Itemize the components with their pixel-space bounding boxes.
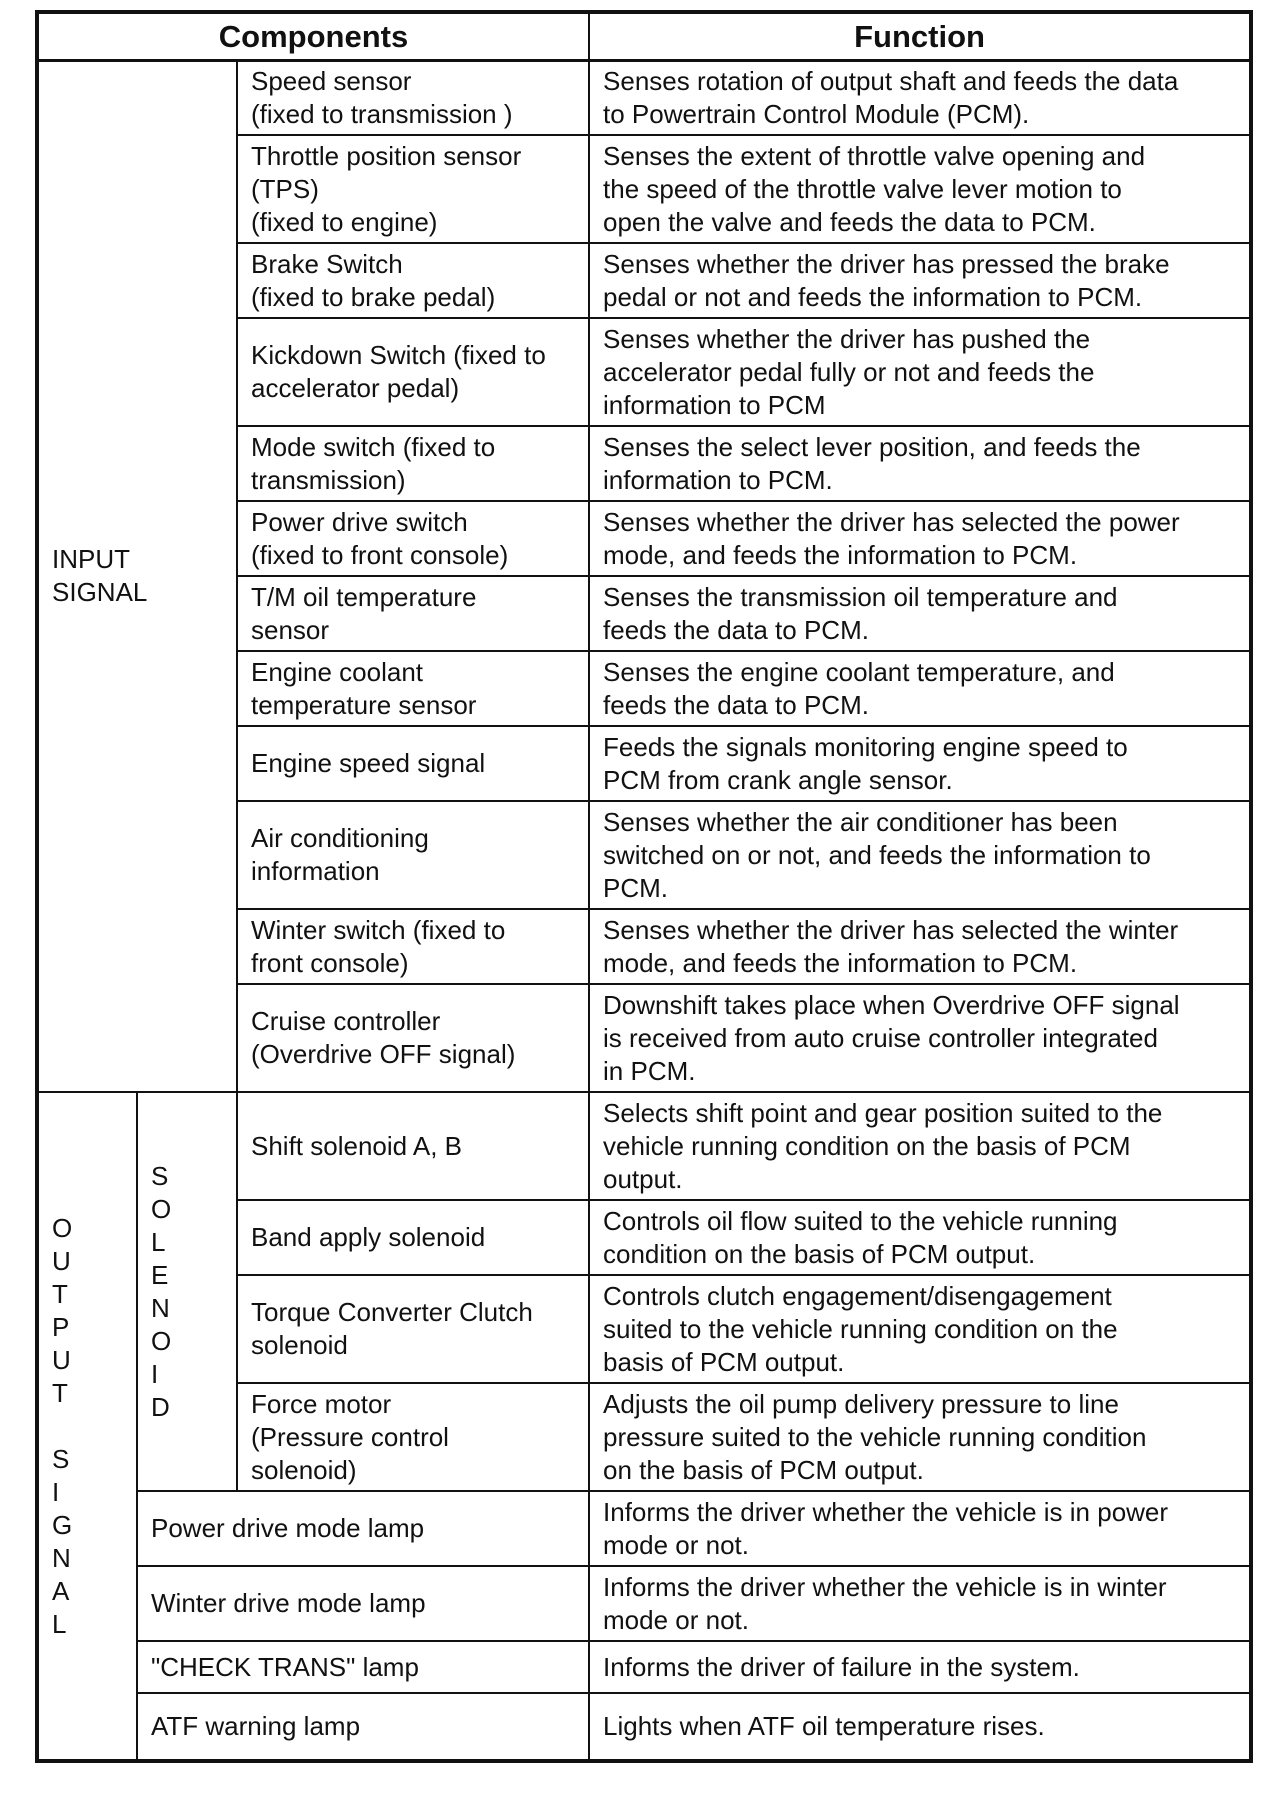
component-cell: Winter drive mode lamp [137, 1566, 589, 1641]
function-cell: Senses whether the air conditioner has been switched on or not, and feeds the information to PCM. [589, 801, 1251, 909]
solenoid-letter: E [151, 1259, 169, 1290]
component-cell: Torque Converter Clutch solenoid [237, 1275, 589, 1383]
component-cell: Shift solenoid A, B [237, 1092, 589, 1200]
output-signal-label [37, 1092, 137, 1761]
output-signal-letter: U [52, 1344, 71, 1375]
function-cell: Senses the select lever position, and feeds the information to PCM. [589, 426, 1251, 501]
component-cell: T/M oil temperature sensor [237, 576, 589, 651]
output-signal-letter: P [52, 1311, 70, 1342]
component-cell: Cruise controller (Overdrive OFF signal) [237, 984, 589, 1092]
header-function: Function [589, 12, 1251, 60]
function-cell: Lights when ATF oil temperature rises. [589, 1693, 1251, 1761]
header-components: Components [37, 12, 589, 60]
solenoid-letter: O [151, 1193, 172, 1224]
header-row [37, 12, 1251, 60]
function-cell: Senses whether the driver has pushed the accelerator pedal fully or not and feeds the information to PCM [589, 318, 1251, 426]
function-cell: Senses whether the driver has pressed the brake pedal or not and feeds the information to PCM. [589, 243, 1251, 318]
output-signal-letter: O [52, 1212, 73, 1243]
output-signal-letter: A [52, 1575, 70, 1606]
function-cell: Senses rotation of output shaft and feeds the data to Powertrain Control Module (PCM). [589, 60, 1251, 135]
solenoid-letter: L [151, 1226, 166, 1257]
table-row [37, 1491, 1251, 1566]
function-cell: Senses whether the driver has selected the power mode, and feeds the information to PCM. [589, 501, 1251, 576]
component-cell: Engine coolant temperature sensor [237, 651, 589, 726]
solenoid-letters [151, 1160, 171, 1424]
function-cell: Downshift takes place when Overdrive OFF signal is received from auto cruise controller integrated in PCM. [589, 984, 1251, 1092]
components-function-table-wrapper [35, 10, 1249, 1763]
component-cell: "CHECK TRANS" lamp [137, 1641, 589, 1693]
output-signal-letter: T [52, 1377, 68, 1408]
solenoid-letter: D [151, 1391, 170, 1422]
solenoid-label [137, 1092, 237, 1491]
function-cell: Controls oil flow suited to the vehicle running condition on the basis of PCM output. [589, 1200, 1251, 1275]
component-cell: Brake Switch (fixed to brake pedal) [237, 243, 589, 318]
component-cell: Mode switch (fixed to transmission) [237, 426, 589, 501]
input-signal-text: INPUT SIGNAL [52, 544, 148, 608]
function-cell: Adjusts the oil pump delivery pressure to line pressure suited to the vehicle running condition on the basis of PCM output. [589, 1383, 1251, 1491]
table-row [37, 1693, 1251, 1761]
function-cell: Informs the driver whether the vehicle is in power mode or not. [589, 1491, 1251, 1566]
table-row [37, 1566, 1251, 1641]
component-cell: Air conditioning information [237, 801, 589, 909]
input-signal-label [37, 60, 237, 1092]
function-cell: Feeds the signals monitoring engine speed to PCM from crank angle sensor. [589, 726, 1251, 801]
function-cell: Senses the transmission oil temperature and feeds the data to PCM. [589, 576, 1251, 651]
table-row [37, 60, 1251, 135]
output-signal-letter: I [52, 1476, 60, 1507]
component-cell: Winter switch (fixed to front console) [237, 909, 589, 984]
function-cell: Senses whether the driver has selected the winter mode, and feeds the information to PCM. [589, 909, 1251, 984]
solenoid-letter: N [151, 1292, 170, 1323]
function-cell: Senses the extent of throttle valve opening and the speed of the throttle valve lever motion to open the valve and feeds the data to PCM. [589, 135, 1251, 243]
output-signal-letter: T [52, 1278, 68, 1309]
component-cell: Engine speed signal [237, 726, 589, 801]
component-cell: Speed sensor (fixed to transmission ) [237, 60, 589, 135]
output-signal-letter: G [52, 1509, 73, 1540]
component-cell: Power drive switch (fixed to front console) [237, 501, 589, 576]
function-cell: Informs the driver of failure in the system. [589, 1641, 1251, 1693]
output-signal-letter: L [52, 1608, 67, 1639]
output-signal-letter: N [52, 1542, 71, 1573]
table-row [37, 1092, 1251, 1200]
component-cell: Kickdown Switch (fixed to accelerator pedal) [237, 318, 589, 426]
component-cell: Force motor (Pressure control solenoid) [237, 1383, 589, 1491]
solenoid-letter: O [151, 1325, 172, 1356]
output-signal-letters [52, 1212, 72, 1641]
component-cell: Band apply solenoid [237, 1200, 589, 1275]
function-cell: Senses the engine coolant temperature, and feeds the data to PCM. [589, 651, 1251, 726]
component-cell: Power drive mode lamp [137, 1491, 589, 1566]
table-row [37, 1641, 1251, 1693]
function-cell: Informs the driver whether the vehicle is in winter mode or not. [589, 1566, 1251, 1641]
output-signal-letter [52, 1410, 72, 1443]
function-cell: Controls clutch engagement/disengagement suited to the vehicle running condition on the basis of PCM output. [589, 1275, 1251, 1383]
output-signal-letter: S [52, 1443, 70, 1474]
components-function-table [35, 10, 1253, 1763]
component-cell: ATF warning lamp [137, 1693, 589, 1761]
output-signal-letter: U [52, 1245, 71, 1276]
solenoid-letter: I [151, 1358, 159, 1389]
component-cell: Throttle position sensor (TPS) (fixed to engine) [237, 135, 589, 243]
function-cell: Selects shift point and gear position suited to the vehicle running condition on the basis of PCM output. [589, 1092, 1251, 1200]
solenoid-letter: S [151, 1160, 169, 1191]
